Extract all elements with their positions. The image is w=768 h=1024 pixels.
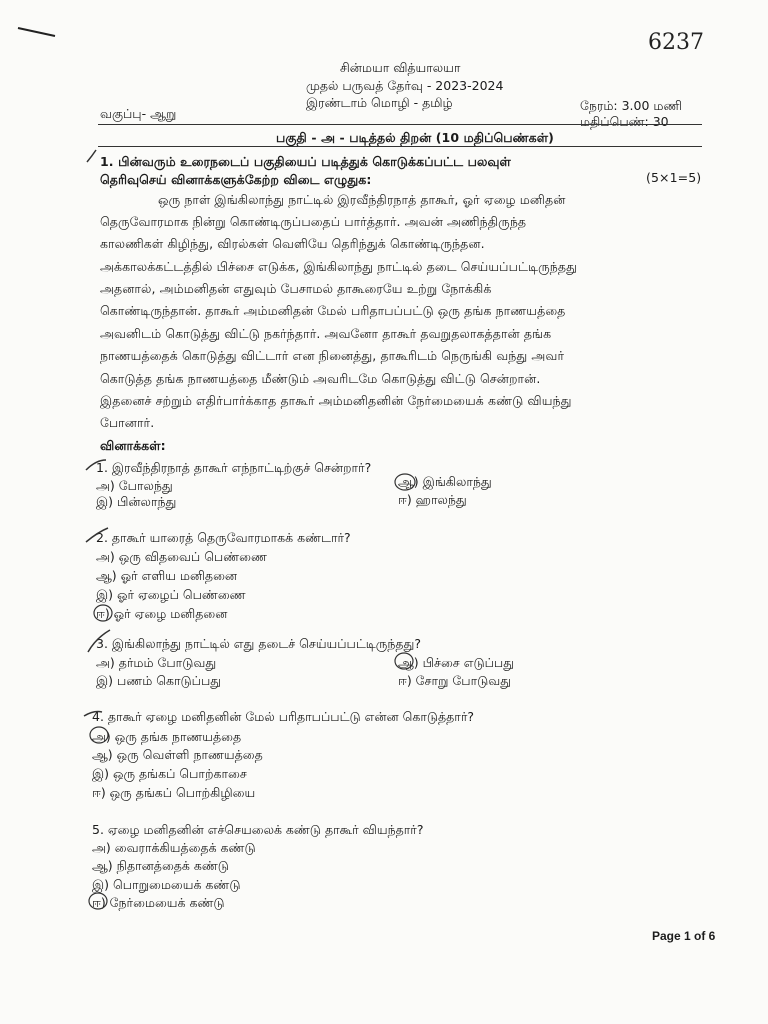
answer-circle [89, 893, 107, 909]
instruction-line-1: 1. பின்வரும் உரைநடைப் பகுதியைப் படித்துக் கொடுக்கப்பட்ட பலவுள் [100, 154, 511, 169]
corner-pen-stroke [18, 28, 55, 36]
option: ஆ) ஒரு வெள்ளி நாணயத்தை [92, 747, 263, 762]
passage-line: கொண்டிருந்தான். தாகூர் அம்மனிதன் மேல் பரிதாபப்பட்டு ஒரு தங்க நாணயத்தை [100, 303, 566, 318]
passage-line: இதனைச் சற்றும் எதிர்பார்க்காத தாகூர் அம்மனிதனின் நேர்மையைக் கண்டு வியந்து [100, 393, 572, 408]
handwritten-paper-number: 6237 [648, 30, 704, 55]
option: அ) தர்மம் போடுவது [96, 655, 217, 670]
option: இ) பின்லாந்து [96, 494, 177, 509]
marks-label: மதிப்பெண்: 30 [580, 114, 669, 129]
question-text: 4. தாகூர் ஏழை மனிதனின் மேல் பரிதாபப்பட்டு என்ன கொடுத்தார்? [92, 709, 475, 724]
class-label: வகுப்பு- ஆறு [100, 106, 177, 121]
instruction-line-2: தெரிவுசெய் வினாக்களுக்கேற்ற விடை எழுதுக: [100, 172, 372, 187]
option: ஆ) பிச்சை எடுப்பது [398, 655, 515, 670]
answer-circle [94, 605, 112, 621]
option: இ) பொறுமையைக் கண்டு [92, 877, 241, 892]
option: ஆ) இங்கிலாந்து [398, 474, 492, 489]
subject-title: இரண்டாம் மொழி - தமிழ் [306, 95, 453, 110]
option: அ) ஒரு தங்க நாணயத்தை [92, 729, 242, 744]
option: இ) ஓர் ஏழைப் பெண்ணை [96, 587, 246, 602]
option: ஈ) சோறு போடுவது [398, 673, 512, 688]
section-title: பகுதி - அ - படித்தல் திறன் (10 மதிப்பெண்கள்) [276, 130, 554, 145]
option: அ) வைராக்கியத்தைக் கண்டு [92, 840, 256, 855]
passage-line: நாணயத்தைக் கொடுத்து விட்டார் என நினைத்து, தாகூரிடம் நெருங்கி வந்து அவர் [100, 348, 565, 363]
question-text: 2. தாகூர் யாரைத் தெருவோரமாகக் கண்டார்? [96, 530, 351, 545]
passage-line: அவனிடம் கொடுத்து விட்டு நகர்ந்தார். அவனோ தாகூர் தவறுதலாகத்தான் தங்க [100, 326, 552, 341]
option: இ) ஒரு தங்கப் பொற்காசை [92, 766, 247, 781]
option: ஈ) ஒரு தங்கப் பொற்கிழியை [92, 785, 256, 800]
time-label: நேரம்: 3.00 மணி [580, 98, 683, 113]
tick-mark [88, 630, 110, 652]
tick-mark [87, 150, 96, 162]
passage-line: தெருவோரமாக நின்று கொண்டிருப்பதைப் பார்த்தார். அவன் அணிந்திருந்த [100, 214, 527, 229]
option: அ) ஒரு விதவைப் பெண்ணை [96, 549, 267, 564]
passage-line: அக்காலக்கட்டத்தில் பிச்சை எடுக்க, இங்கிலாந்து நாட்டில் தடை செய்யப்பட்டிருந்தது [100, 259, 578, 274]
answer-circle [90, 727, 108, 743]
option: அ) போலந்து [96, 478, 173, 493]
option: ஆ) ஓர் எளிய மனிதனை [96, 568, 238, 583]
page-number: Page 1 of 6 [652, 929, 716, 943]
question-text: 1. இரவீந்திரநாத் தாகூர் எந்நாட்டிற்குச் சென்றார்? [96, 460, 372, 475]
option: ஈ) ஹாலந்து [398, 492, 467, 507]
option: ஈ) ஓர் ஏழை மனிதனை [96, 606, 228, 621]
school-name: சின்மயா வித்யாலயா [340, 60, 461, 75]
question-text: 5. ஏழை மனிதனின் எச்செயலைக் கண்டு தாகூர் வியந்தார்? [92, 822, 424, 837]
tick-mark [86, 460, 106, 470]
passage-line: கொடுத்த தங்க நாணயத்தை மீண்டும் அவரிடமே கொடுத்து விட்டு சென்றான். [100, 371, 541, 386]
instruction-marks: (5×1=5) [646, 170, 702, 185]
option: ஆ) நிதானத்தைக் கண்டு [92, 858, 229, 873]
passage-line: அதனால், அம்மனிதன் எதுவும் பேசாமல் தாகூரையே உற்று நோக்கிக் [100, 281, 492, 296]
answer-circle [395, 474, 415, 490]
option: இ) பணம் கொடுப்பது [96, 673, 222, 688]
questions-heading: வினாக்கள்: [100, 438, 166, 453]
tick-mark [86, 528, 108, 542]
tick-mark [84, 712, 102, 717]
exam-title: முதல் பருவத் தேர்வு - 2023-2024 [306, 78, 504, 93]
passage-line: போனார். [100, 415, 155, 430]
answer-circle [395, 653, 413, 669]
passage-line: ஒரு நாள் இங்கிலாந்து நாட்டில் இரவீந்திரநாத் தாகூர், ஓர் ஏழை மனிதன் [158, 192, 566, 207]
passage-line: காலணிகள் கிழிந்து, விரல்கள் வெளியே தெரிந்துக் கொண்டிருந்தன. [100, 236, 485, 251]
option: ஈ) நேர்மையைக் கண்டு [92, 895, 225, 910]
question-text: 3. இங்கிலாந்து நாட்டில் எது தடைச் செய்யப்பட்டிருந்தது? [96, 636, 421, 651]
